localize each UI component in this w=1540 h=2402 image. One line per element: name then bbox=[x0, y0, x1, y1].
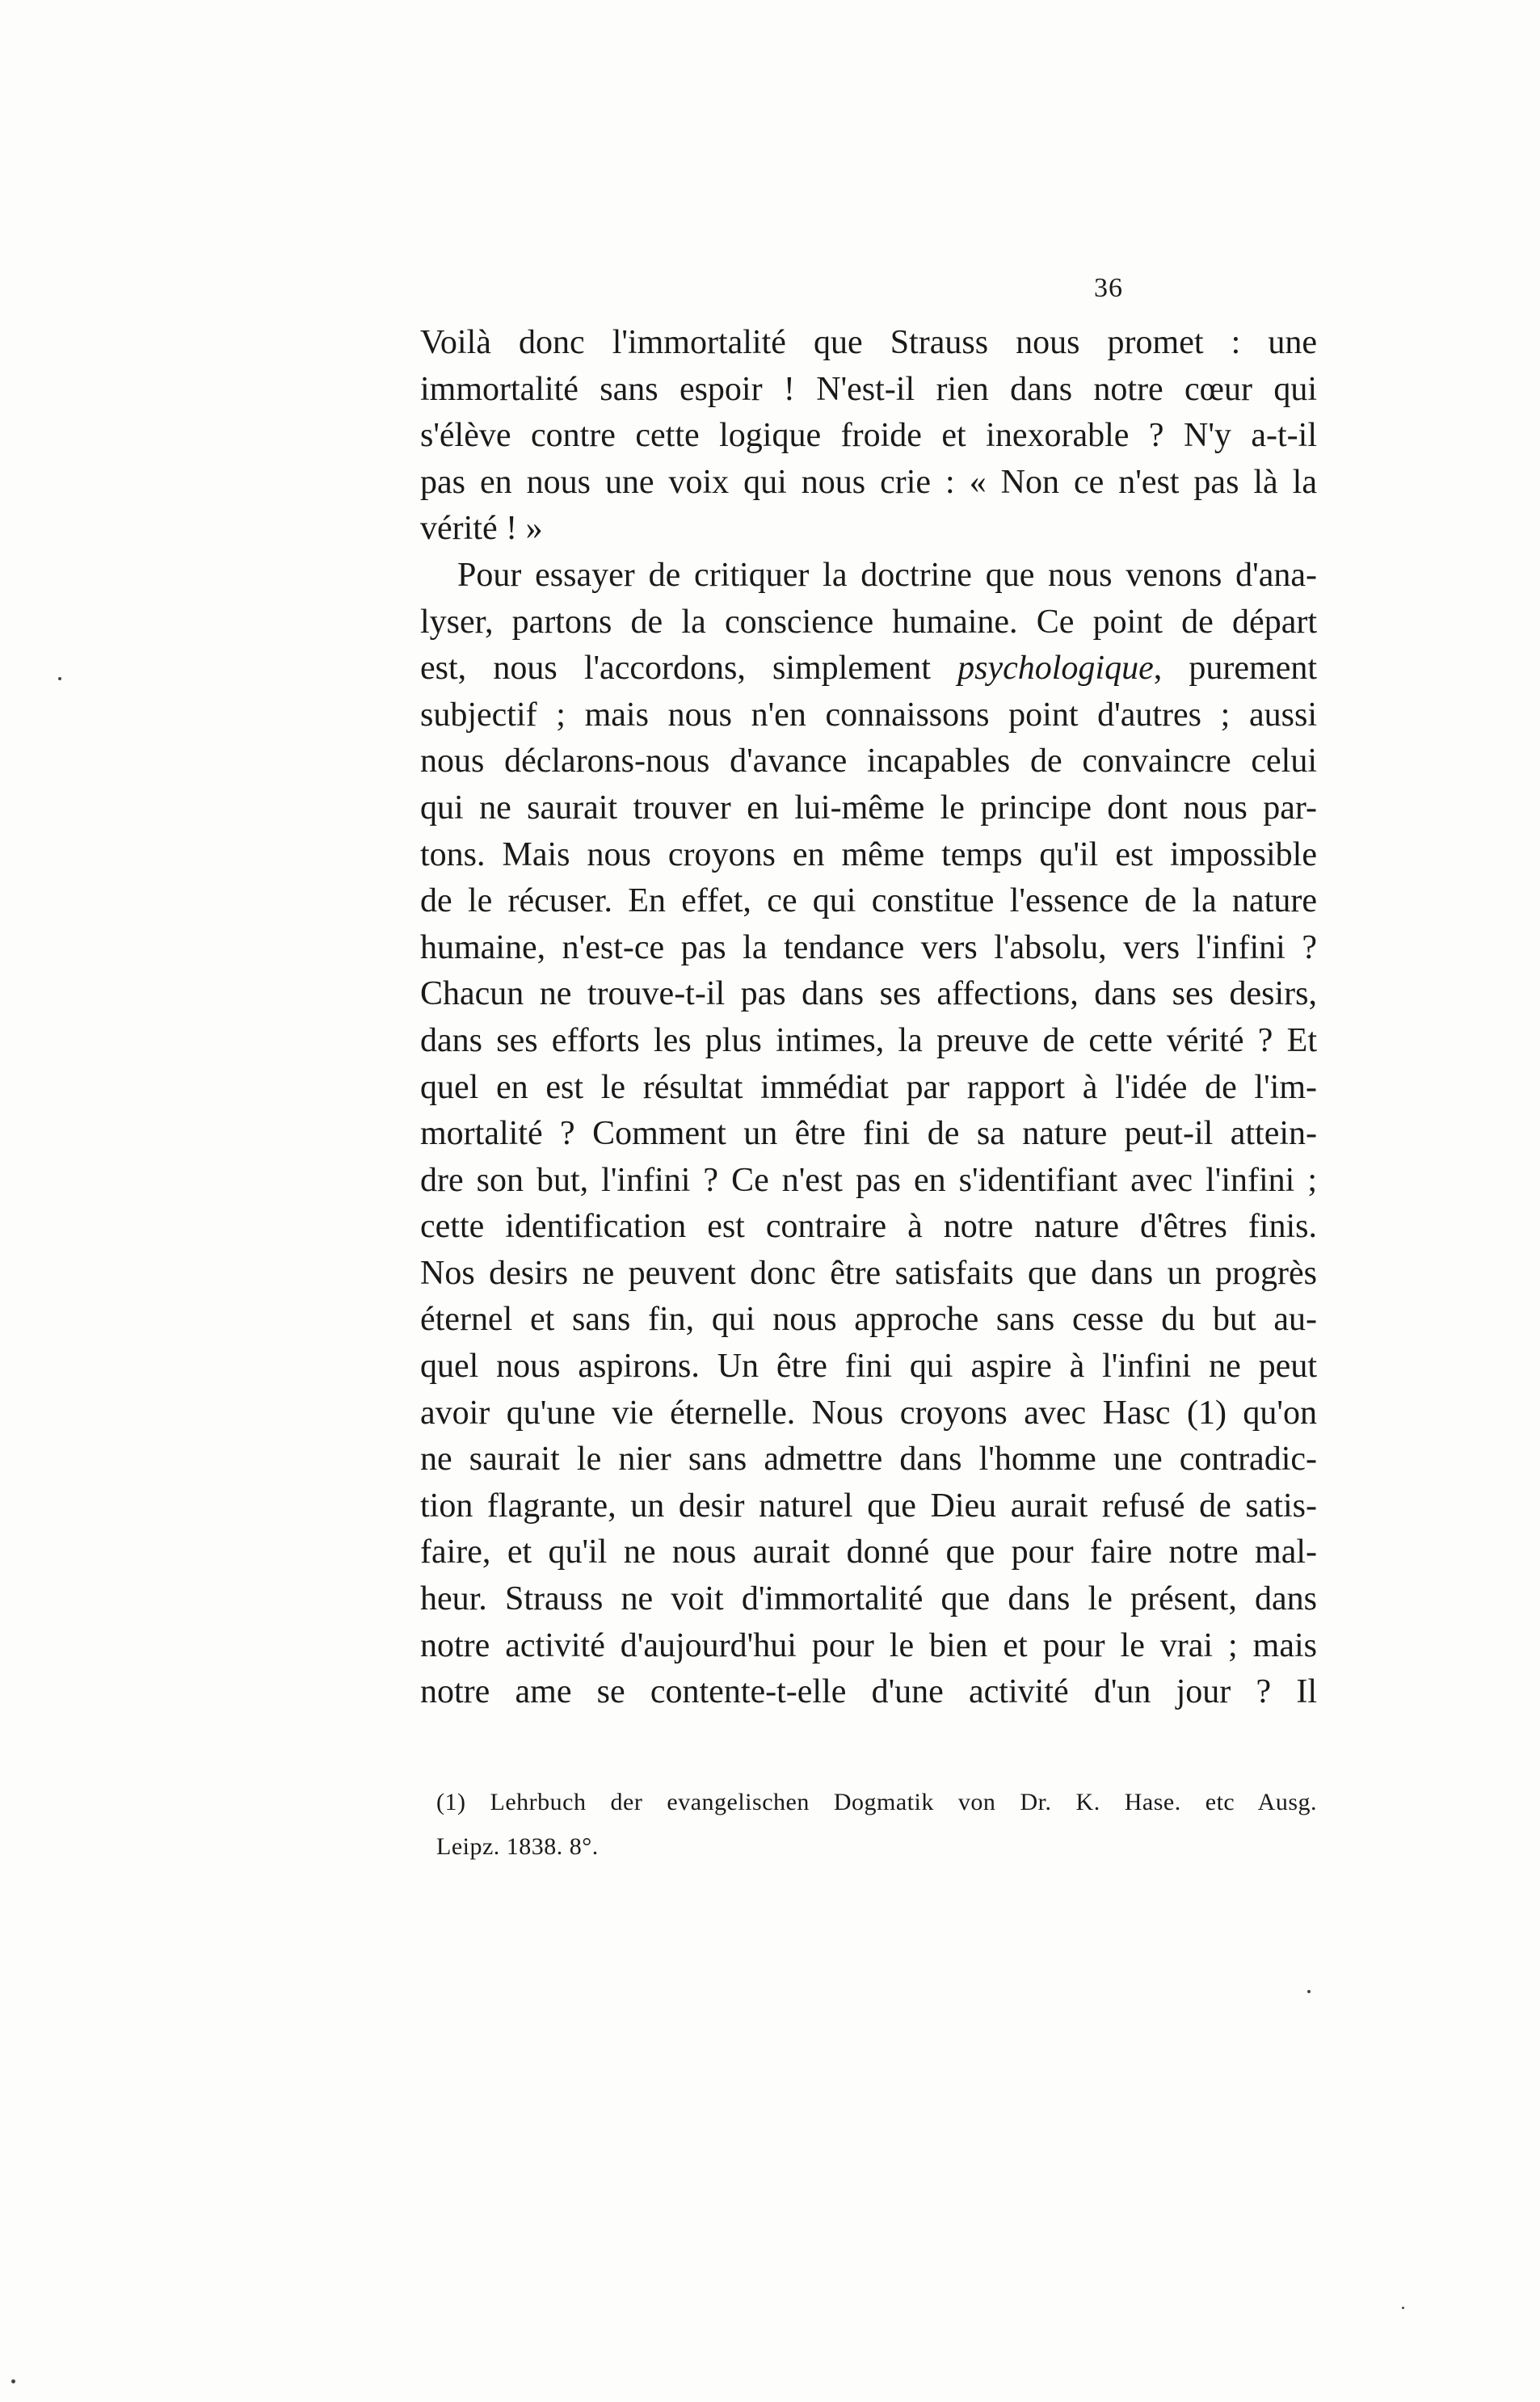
text-line: Nos desirs ne peuvent donc être satisfaits que dans un progrès bbox=[420, 1254, 1317, 1292]
text-line: avoir qu'une vie éternelle. Nous croyons avec Hasc (1) qu'on bbox=[420, 1394, 1317, 1432]
text-line: ne saurait le nier sans admettre dans l'homme une contradic- bbox=[420, 1441, 1317, 1479]
italic-term: psychologique bbox=[957, 650, 1154, 688]
text-line: subjectif ; mais nous n'en connaissons point d'autres ; aussi bbox=[420, 696, 1317, 734]
text-line: s'élève contre cette logique froide et inexorable ? N'y a-t-il bbox=[420, 417, 1317, 455]
footnote-line: Leipz. 1838. 8°. bbox=[436, 1833, 599, 1860]
scan-speck bbox=[11, 2379, 15, 2383]
text-line: éternel et sans fin, qui nous approche sans cesse du but au- bbox=[420, 1301, 1317, 1339]
scan-speck bbox=[1402, 2307, 1404, 2309]
body-text bbox=[420, 320, 1317, 1716]
text-line-with-italic bbox=[420, 646, 1317, 692]
text-line: nous déclarons-nous d'avance incapables de convaincre celui bbox=[420, 742, 1317, 780]
scan-speck bbox=[58, 677, 61, 680]
text-line: quel en est le résultat immédiat par rapport à l'idée de l'im- bbox=[420, 1068, 1317, 1106]
text-line: mortalité ? Comment un être fini de sa nature peut-il attein- bbox=[420, 1115, 1317, 1153]
text-line: dre son but, l'infini ? Ce n'est pas en s'identifiant avec l'infini ; bbox=[420, 1161, 1317, 1199]
text-line: qui ne saurait trouver en lui-même le principe dont nous par- bbox=[420, 789, 1317, 827]
footnote bbox=[436, 1780, 1317, 1869]
text-line: tion flagrante, un desir naturel que Dieu aurait refusé de satis- bbox=[420, 1487, 1317, 1525]
text-line: Chacun ne trouve-t-il pas dans ses affections, dans ses desirs, bbox=[420, 975, 1317, 1013]
text-line: tons. Mais nous croyons en même temps qu'il est impossible bbox=[420, 835, 1317, 873]
text-line: heur. Strauss ne voit d'immortalité que dans le présent, dans bbox=[420, 1580, 1317, 1618]
text-segment: , purement bbox=[1153, 650, 1317, 688]
text-line: quel nous aspirons. Un être fini qui aspire à l'infini ne peut bbox=[420, 1348, 1317, 1386]
text-line: humaine, n'est-ce pas la tendance vers l'absolu, vers l'infini ? bbox=[420, 928, 1317, 966]
text-line: cette identification est contraire à notre nature d'êtres finis. bbox=[420, 1208, 1317, 1246]
text-line: immortalité sans espoir ! N'est-il rien dans notre cœur qui bbox=[420, 370, 1317, 408]
text-line: vérité ! » bbox=[420, 510, 543, 548]
text-line: Pour essayer de critiquer la doctrine que nous venons d'ana- bbox=[457, 556, 1317, 594]
text-line: notre ame se contente-t-elle d'une activité d'un jour ? Il bbox=[420, 1673, 1317, 1711]
text-line: pas en nous une voix qui nous crie : « Non ce n'est pas là la bbox=[420, 463, 1317, 501]
text-segment: est, nous l'accordons, simplement bbox=[420, 650, 958, 688]
text-line: dans ses efforts les plus intimes, la preuve de cette vérité ? Et bbox=[420, 1021, 1317, 1059]
text-line: notre activité d'aujourd'hui pour le bien et pour le vrai ; mais bbox=[420, 1626, 1317, 1664]
page-number: 36 bbox=[1094, 273, 1123, 303]
text-line: de le récuser. En effet, ce qui constitue l'essence de la nature bbox=[420, 882, 1317, 920]
footnote-line: (1) Lehrbuch der evangelischen Dogmatik von Dr. K. Hase. etc Ausg. bbox=[436, 1789, 1317, 1815]
text-line: Voilà donc l'immortalité que Strauss nous promet : une bbox=[420, 324, 1317, 361]
text-line: faire, et qu'il ne nous aurait donné que pour faire notre mal- bbox=[420, 1533, 1317, 1571]
text-line: lyser, partons de la conscience humaine. Ce point de départ bbox=[420, 603, 1317, 641]
scan-speck bbox=[1307, 1990, 1311, 1993]
